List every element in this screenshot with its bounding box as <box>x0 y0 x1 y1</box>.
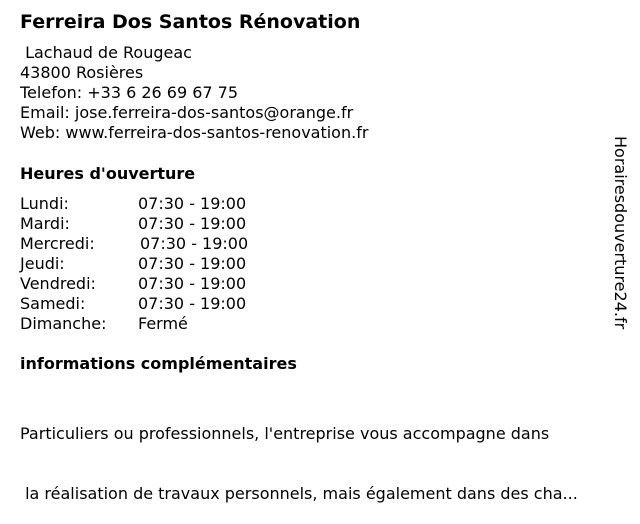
hours-time: 07:30 - 19:00 <box>138 274 247 293</box>
hours-day: Mardi: <box>20 214 70 233</box>
hours-row <box>20 274 248 294</box>
hours-row <box>20 214 248 234</box>
info-title: informations complémentaires <box>20 354 297 373</box>
business-name: Ferreira Dos Santos Rénovation <box>20 11 361 33</box>
info-line-1: Particuliers ou professionnels, l'entreprise vous accompagne dans <box>20 424 550 443</box>
hours-day: Vendredi: <box>20 274 96 293</box>
site-watermark: Horairesdouverture24.fr <box>611 136 630 330</box>
info-text <box>20 384 578 524</box>
hours-time: 07:30 - 19:00 <box>140 234 249 253</box>
phone-text: Telefon: +33 6 26 69 67 75 <box>20 83 239 102</box>
hours-time: Fermé <box>138 314 188 333</box>
hours-row <box>20 294 248 314</box>
hours-table <box>20 194 248 334</box>
hours-day: Jeudi: <box>20 254 65 273</box>
hours-day: Samedi: <box>20 294 86 313</box>
hours-row <box>20 234 248 254</box>
hours-row <box>20 254 248 274</box>
hours-day: Mercredi: <box>20 234 95 253</box>
web-text: Web: www.ferreira-dos-santos-renovation.fr <box>20 123 369 142</box>
hours-row <box>20 314 248 334</box>
email-text: Email: jose.ferreira-dos-santos@orange.fr <box>20 103 354 122</box>
contact-block <box>20 43 368 143</box>
hours-time: 07:30 - 19:00 <box>138 214 247 233</box>
hours-time: 07:30 - 19:00 <box>138 294 247 313</box>
address-line-2: 43800 Rosières <box>20 63 144 82</box>
hours-day: Lundi: <box>20 194 69 213</box>
address-line-1: Lachaud de Rougeac <box>20 43 192 62</box>
hours-row <box>20 194 248 214</box>
hours-title: Heures d'ouverture <box>20 164 196 183</box>
hours-day: Dimanche: <box>20 314 107 333</box>
hours-time: 07:30 - 19:00 <box>138 254 247 273</box>
hours-time: 07:30 - 19:00 <box>138 194 247 213</box>
info-line-2: la réalisation de travaux personnels, mais également dans des cha... <box>20 484 578 503</box>
